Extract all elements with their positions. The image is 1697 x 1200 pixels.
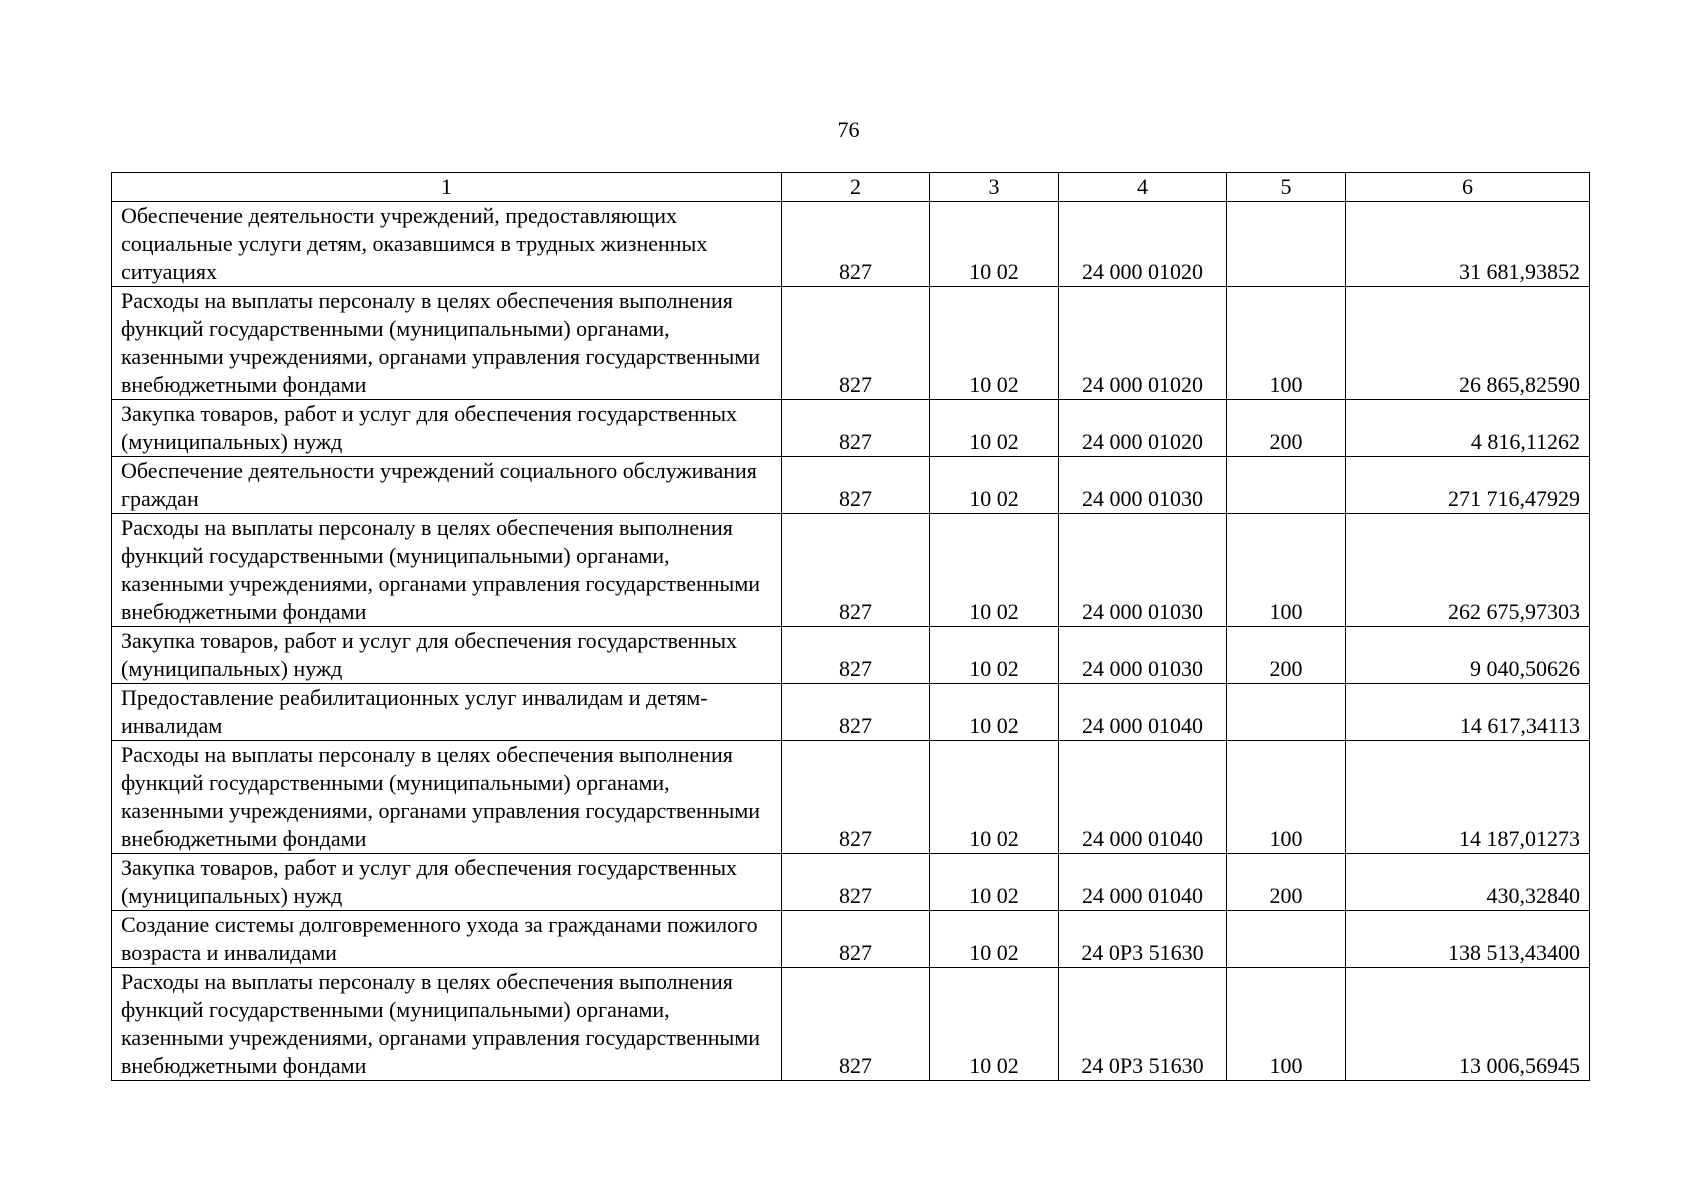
table-row <box>112 968 1590 1081</box>
table-row <box>112 911 1590 968</box>
column-header-2: 2 <box>782 173 930 202</box>
table-body <box>112 202 1590 1081</box>
row-name-cell: Закупка товаров, работ и услуг для обеспечения государственных (муниципальных) нужд <box>112 627 782 684</box>
row-expense-type-cell <box>1227 684 1346 741</box>
column-header-4: 4 <box>1059 173 1227 202</box>
row-ministry-cell: 827 <box>782 457 930 514</box>
row-amount-cell: 262 675,97303 <box>1346 514 1590 627</box>
column-header-3: 3 <box>930 173 1059 202</box>
row-target-cell: 24 000 01040 <box>1059 684 1227 741</box>
row-target-cell: 24 000 01040 <box>1059 741 1227 854</box>
budget-table <box>111 172 1590 1081</box>
row-target-cell: 24 000 01040 <box>1059 854 1227 911</box>
row-target-cell: 24 000 01030 <box>1059 514 1227 627</box>
table-row <box>112 627 1590 684</box>
row-amount-cell: 138 513,43400 <box>1346 911 1590 968</box>
row-amount-cell: 271 716,47929 <box>1346 457 1590 514</box>
row-expense-type-cell <box>1227 911 1346 968</box>
row-ministry-cell: 827 <box>782 514 930 627</box>
row-ministry-cell: 827 <box>782 741 930 854</box>
row-ministry-cell: 827 <box>782 202 930 287</box>
row-amount-cell: 31 681,93852 <box>1346 202 1590 287</box>
row-amount-cell: 14 187,01273 <box>1346 741 1590 854</box>
row-expense-type-cell: 200 <box>1227 854 1346 911</box>
row-name-cell: Расходы на выплаты персоналу в целях обеспечения выполнения функций государственными (муниципальными) органами, казенными учреждениями, органами управления государственными внебюджетными фондами <box>112 514 782 627</box>
row-ministry-cell: 827 <box>782 854 930 911</box>
column-header-1: 1 <box>112 173 782 202</box>
row-ministry-cell: 827 <box>782 627 930 684</box>
table-row <box>112 514 1590 627</box>
row-section-cell: 10 02 <box>930 854 1059 911</box>
column-header-6: 6 <box>1346 173 1590 202</box>
row-amount-cell: 430,32840 <box>1346 854 1590 911</box>
table-header <box>112 173 1590 202</box>
row-target-cell: 24 000 01020 <box>1059 287 1227 400</box>
row-amount-cell: 13 006,56945 <box>1346 968 1590 1081</box>
row-amount-cell: 26 865,82590 <box>1346 287 1590 400</box>
row-section-cell: 10 02 <box>930 968 1059 1081</box>
row-expense-type-cell: 100 <box>1227 968 1346 1081</box>
row-name-cell: Создание системы долговременного ухода за гражданами пожилого возраста и инвалидами <box>112 911 782 968</box>
row-section-cell: 10 02 <box>930 287 1059 400</box>
table-row <box>112 457 1590 514</box>
table-row <box>112 202 1590 287</box>
row-name-cell: Расходы на выплаты персоналу в целях обеспечения выполнения функций государственными (муниципальными) органами, казенными учреждениями, органами управления государственными внебюджетными фондами <box>112 287 782 400</box>
row-expense-type-cell <box>1227 457 1346 514</box>
row-ministry-cell: 827 <box>782 287 930 400</box>
row-ministry-cell: 827 <box>782 684 930 741</box>
row-name-cell: Закупка товаров, работ и услуг для обеспечения государственных (муниципальных) нужд <box>112 400 782 457</box>
header-row <box>112 173 1590 202</box>
row-section-cell: 10 02 <box>930 684 1059 741</box>
row-section-cell: 10 02 <box>930 457 1059 514</box>
row-section-cell: 10 02 <box>930 627 1059 684</box>
row-name-cell: Закупка товаров, работ и услуг для обеспечения государственных (муниципальных) нужд <box>112 854 782 911</box>
row-expense-type-cell: 200 <box>1227 627 1346 684</box>
row-ministry-cell: 827 <box>782 968 930 1081</box>
table-row <box>112 400 1590 457</box>
row-target-cell: 24 000 01020 <box>1059 400 1227 457</box>
row-section-cell: 10 02 <box>930 202 1059 287</box>
row-section-cell: 10 02 <box>930 514 1059 627</box>
page-number: 76 <box>837 117 860 142</box>
row-target-cell: 24 000 01030 <box>1059 627 1227 684</box>
row-target-cell: 24 0Р3 51630 <box>1059 968 1227 1081</box>
row-name-cell: Расходы на выплаты персоналу в целях обеспечения выполнения функций государственными (муниципальными) органами, казенными учреждениями, органами управления государственными внебюджетными фондами <box>112 968 782 1081</box>
row-target-cell: 24 0Р3 51630 <box>1059 911 1227 968</box>
row-amount-cell: 14 617,34113 <box>1346 684 1590 741</box>
row-section-cell: 10 02 <box>930 400 1059 457</box>
row-target-cell: 24 000 01030 <box>1059 457 1227 514</box>
row-expense-type-cell: 100 <box>1227 741 1346 854</box>
row-section-cell: 10 02 <box>930 741 1059 854</box>
row-amount-cell: 4 816,11262 <box>1346 400 1590 457</box>
row-ministry-cell: 827 <box>782 911 930 968</box>
row-expense-type-cell <box>1227 202 1346 287</box>
column-header-5: 5 <box>1227 173 1346 202</box>
row-expense-type-cell: 100 <box>1227 287 1346 400</box>
table-row <box>112 287 1590 400</box>
row-name-cell: Обеспечение деятельности учреждений социального обслуживания граждан <box>112 457 782 514</box>
row-expense-type-cell: 200 <box>1227 400 1346 457</box>
table-row <box>112 854 1590 911</box>
row-name-cell: Расходы на выплаты персоналу в целях обеспечения выполнения функций государственными (муниципальными) органами, казенными учреждениями, органами управления государственными внебюджетными фондами <box>112 741 782 854</box>
row-expense-type-cell: 100 <box>1227 514 1346 627</box>
row-name-cell: Предоставление реабилитационных услуг инвалидам и детям-инвалидам <box>112 684 782 741</box>
row-ministry-cell: 827 <box>782 400 930 457</box>
table-row <box>112 684 1590 741</box>
row-name-cell: Обеспечение деятельности учреждений, предоставляющих социальные услуги детям, оказавшимся в трудных жизненных ситуациях <box>112 202 782 287</box>
table-row <box>112 741 1590 854</box>
row-amount-cell: 9 040,50626 <box>1346 627 1590 684</box>
row-target-cell: 24 000 01020 <box>1059 202 1227 287</box>
row-section-cell: 10 02 <box>930 911 1059 968</box>
